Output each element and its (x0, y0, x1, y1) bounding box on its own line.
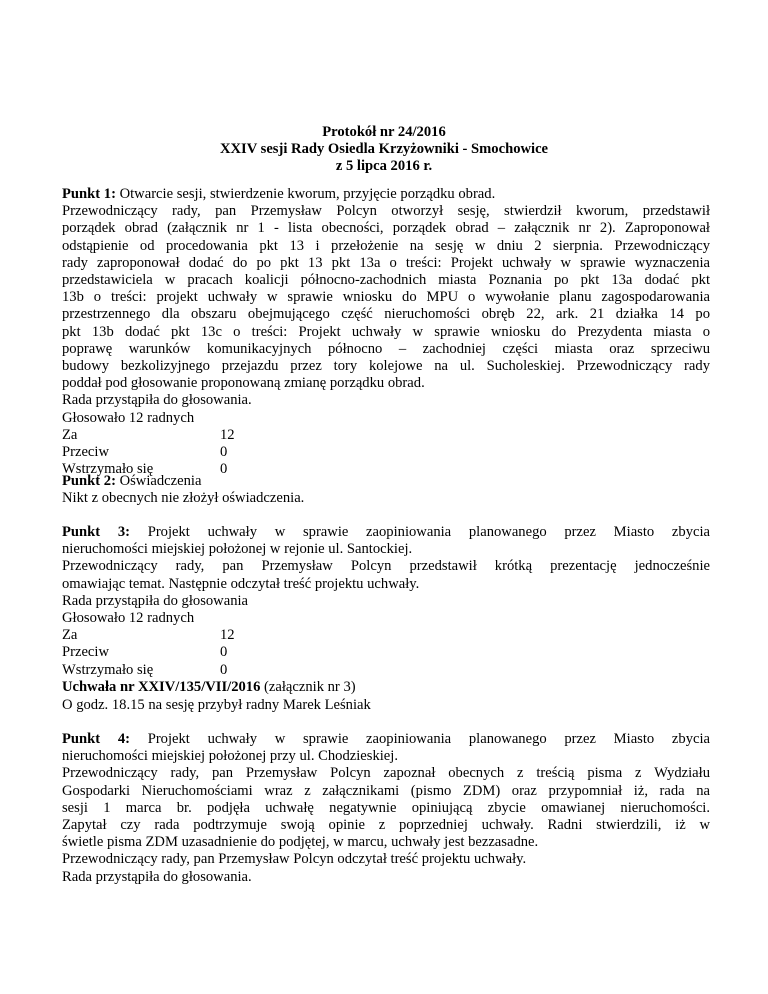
punkt-2-text: Nikt z obecnych nie złożył oświadczenia. (62, 490, 305, 507)
vote-row-abstain (62, 662, 710, 679)
vote-label: Przeciw (62, 644, 110, 661)
punkt-1-line: poprawę warunków komunikacyjnych północno – zachodniej części miasta oraz sprzeciwu (62, 340, 710, 357)
section-punkt-2 (62, 473, 710, 507)
punkt-4-line: sesji 1 marca br. podjęła uchwałę negatywnie opiniującą zbycie omawianej nieruchomości. (62, 799, 710, 816)
vote-label: Za (62, 627, 78, 644)
punkt-4-line: Przewodniczący rady, pan Przemysław Polcyn odczytał treść projektu uchwały. (62, 851, 527, 868)
punkt-1-heading (62, 186, 710, 203)
punkt-4-label: Punkt 4: (62, 731, 130, 747)
punkt-3-line: Przewodniczący rady, pan Przemysław Polcyn przedstawił krótką prezentację jednocześnie (62, 558, 710, 575)
vote-value: 0 (220, 461, 228, 478)
punkt-1-line: przedstawiciela w pracach koalicji północno-zachodnich miasta Poznania po pkt 13a dodać pkt (62, 272, 710, 289)
vote-value: 12 (220, 426, 235, 443)
vote-value: 0 (220, 644, 228, 661)
punkt-1-line: poddał pod głosowanie proponowaną zmianę porządku obrad. (62, 375, 425, 392)
vote-row-for (62, 427, 710, 444)
section-punkt-4 (62, 731, 710, 886)
punkt-4-title: Projekt uchwały w sprawie zaopiniowania planowanego przez Miasto zbycia (130, 731, 711, 747)
punkt-3-voted-count: Głosowało 12 radnych (62, 610, 195, 627)
punkt-3-resolution (62, 679, 710, 696)
punkt-4-heading (62, 731, 710, 748)
vote-value: 12 (220, 627, 235, 644)
arrival-note-text: O godz. 18.15 na sesję przybył radny Marek Leśniak (62, 697, 371, 713)
punkt-1-line: Przewodniczący rady, pan Przemysław Polcyn otworzył sesję, stwierdził kworum, przedstawił (62, 203, 710, 220)
punkt-1-line: pkt 13b dodać pkt 13c o treści: Projekt uchwały w sprawie wniosku do Prezydenta miasta o (62, 323, 710, 340)
vote-row-for (62, 627, 710, 644)
vote-row-against (62, 644, 710, 661)
punkt-1-line: 13b o treści: projekt uchwały w sprawie wniosku do MPU o wywołanie planu zagospodarowania (62, 289, 710, 306)
punkt-1-line: odstąpienie od procedowania pkt 13 i przełożenie na sesję w dniu 2 sierpnia. Przewodniczący (62, 237, 710, 254)
vote-label: Wstrzymało się (62, 461, 154, 478)
punkt-2-title: Oświadczenia (115, 473, 202, 489)
vote-label: Za (62, 426, 78, 443)
punkt-1-line: przestrzennego dla obszaru obejmującego część nieruchomości obręb 22, ark. 21 działka 14 po (62, 306, 710, 323)
punkt-4-line: Gospodarki Nieruchomościami wraz z załącznikami (pismo ZDM) oraz przypomniał iż, rada na (62, 782, 710, 799)
punkt-4-vote-intro: Rada przystąpiła do głosowania. (62, 868, 252, 885)
vote-label: Przeciw (62, 444, 110, 461)
punkt-1-line: porządek obrad (załącznik nr 1 - lista obecności, porządek obrad – załącznik nr 2). Zaproponował (62, 220, 710, 237)
punkt-1-title: Otwarcie sesji, stwierdzenie kworum, przyjęcie porządku obrad. (115, 186, 496, 202)
vote-value: 0 (220, 444, 228, 461)
punkt-3-heading (62, 524, 710, 541)
vote-row-against (62, 444, 710, 461)
punkt-4-line: świetle pisma ZDM uzasadnienie do podjętej, w marcu, uchwały jest bezzasadne. (62, 834, 539, 851)
punkt-4-title-cont: nieruchomości miejskiej położonej przy ul. Chodzieskiej. (62, 748, 398, 765)
punkt-1-line: budowy bezkolizyjnego przejazdu przez tory kolejowe na ul. Sucholeskiej. Przewodniczący rady (62, 358, 710, 375)
punkt-3-label: Punkt 3: (62, 524, 130, 540)
punkt-4-line: Przewodniczący rady, pan Przemysław Polcyn zapoznał obecnych z treścią pisma z Wydziału (62, 765, 710, 782)
document-title-protocol: Protokół nr 24/2016 (322, 124, 446, 140)
punkt-1-vote-intro: Rada przystąpiła do głosowania. (62, 392, 252, 409)
punkt-3-vote-intro: Rada przystąpiła do głosowania (62, 592, 249, 609)
resolution-number: Uchwała nr XXIV/135/VII/2016 (62, 678, 261, 695)
resolution-attachment: (załącznik nr 3) (260, 678, 356, 695)
vote-label: Wstrzymało się (62, 661, 154, 678)
punkt-1-label: Punkt 1: (62, 186, 116, 202)
arrival-note (62, 697, 710, 714)
punkt-3-title: Projekt uchwały w sprawie zaopiniowania planowanego przez Miasto zbycia (130, 524, 711, 540)
document-title-session: XXIV sesji Rady Osiedla Krzyżowniki - Smochowice (219, 141, 549, 157)
section-punkt-3 (62, 524, 710, 696)
punkt-1-line: rady zaproponował dodać do po pkt 13 pkt 13a o treści: Projekt uchwały w sprawie wyznaczenia (62, 254, 710, 271)
punkt-2-label: Punkt 2: (62, 473, 116, 489)
document-title-date: z 5 lipca 2016 r. (335, 158, 433, 174)
punkt-4-line: Zapytał czy rada podtrzymuje swoją opinie z poprzedniej uchwały. Radni stwierdzili, iż w (62, 817, 710, 834)
section-punkt-1 (62, 186, 710, 478)
punkt-2-heading (62, 473, 710, 490)
vote-value: 0 (220, 661, 228, 678)
punkt-1-voted-count: Głosowało 12 radnych (62, 409, 195, 426)
punkt-3-title-cont: nieruchomości miejskiej położonej w rejonie ul. Santockiej. (62, 541, 413, 558)
punkt-3-line: omawiając temat. Następnie odczytał treść projektu uchwały. (62, 575, 420, 592)
